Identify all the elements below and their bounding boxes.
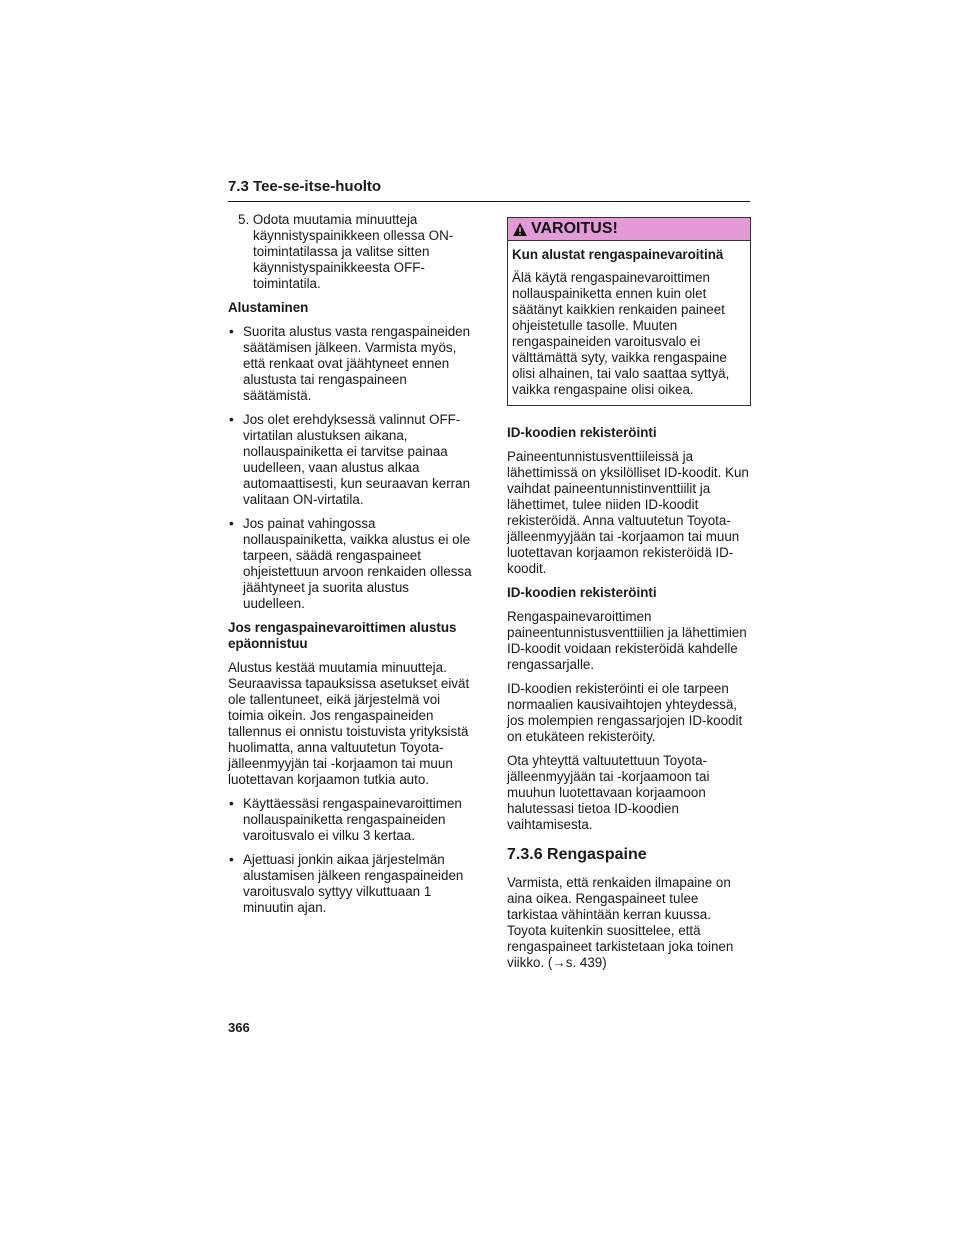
id-paragraph-4: Ota yhteyttä valtuutettuun Toyota-jälleenmyyjään tai -korjaamoon tai muuhun luotettavaan korjaamoon halutessasi tietoa ID-koodien vaihtamisesta. [507, 753, 710, 832]
warning-box [507, 217, 751, 406]
list-item: • Jos olet erehdyksessä valinnut OFF-virtatilan alustuksen aikana, nollauspainiketta ei tarvitse painaa uudelleen, vaan alustus alkaa automaattisesti, kun seuraavan kerran valitaan ON-virtatila. [228, 412, 472, 508]
warning-text: Älä käytä rengaspainevaroittimen nollauspainiketta ennen kuin olet säätänyt kaikkien renkaiden paineet ohjeistetulle tasolle. Muuten rengaspaineiden varoitusvalo ei välttämättä syty, vaikka rengaspaine olisi alhainen, tai valo saattaa syttyä, vaikka rengaspaine olisi oikea. [512, 270, 730, 397]
step-5: 5. Odota muutamia minuutteja käynnistyspainikkeen ollessa ON-toimintatilassa ja valitse sitten käynnistyspainikkeesta OFF-toimintatila. [238, 212, 454, 291]
page-number: 366 [228, 1020, 250, 1035]
initialization-list [228, 324, 472, 612]
warning-label: VAROITUS! [531, 220, 618, 237]
step-list [228, 212, 472, 292]
warning-title: Kun alustat rengaspainevaroitinä [512, 247, 724, 262]
pressure-paragraph: Varmista, että renkaiden ilmapaine on aina oikea. Rengaspaineet tulee tarkistaa vähintään kerran kuussa. Toyota kuitenkin suosittelee, että rengaspaineet tarkistetaan joka toinen viikko. (→s. 439) [507, 875, 734, 970]
left-column [228, 212, 472, 924]
id-paragraph-3: ID-koodien rekisteröinti ei ole tarpeen normaalien kausivaihtojen yhteydessä, jos molempien rengassarjojen ID-koodit on etukäteen rekisteröity. [507, 681, 743, 744]
id-paragraph-2: Rengaspainevaroittimen paineentunnistusventtiilien ja lähettimien ID-koodit voidaan rekisteröidä kahdelle rengassarjalle. [507, 609, 747, 672]
subsection-title: 7.3.6 Rengaspaine [507, 846, 647, 863]
list-item: • Suorita alustus vasta rengaspaineiden säätämisen jälkeen. Varmista myös, että renkaat ovat jäähtyneet ennen alustusta tai rengaspaineen säätämistä. [228, 324, 472, 404]
right-column [507, 212, 751, 979]
warning-header [508, 218, 750, 241]
id-heading-2: ID-koodien rekisteröinti [507, 585, 657, 600]
warning-triangle-icon [512, 222, 528, 237]
list-item: • Jos painat vahingossa nollauspainiketta, vaikka alustus ei ole tarpeen, säädä rengaspaineet ohjeistettuun arvoon renkaiden ollessa jäähtyneet ja suorita alustus uudelleen. [228, 516, 472, 612]
initialization-heading: Alustaminen [228, 300, 309, 315]
id-heading-1: ID-koodien rekisteröinti [507, 425, 657, 440]
warning-body [508, 241, 750, 405]
list-item: • Ajettuasi jonkin aikaa järjestelmän alustamisen jälkeen rengaspaineiden varoitusvalo syttyy vilkuttuaan 1 minuutin ajan. [228, 852, 472, 916]
failure-paragraph: Alustus kestää muutamia minuutteja. Seuraavissa tapauksissa asetukset eivät ole tallentuneet, eikä järjestelmä voi toimia oikein. Jos rengaspaineiden tallennus ei onnistu toistuvista yrityksistä huolimatta, anna valtuutetun Toyota-jälleenmyyjän tai -korjaamon tai muun luotettavan korjaamon tutkia auto. [228, 660, 470, 787]
list-item: • Käyttäessäsi rengaspainevaroittimen nollauspainiketta rengaspaineiden varoitusvalo ei vilku 3 kertaa. [228, 796, 472, 844]
section-header: 7.3 Tee-se-itse-huolto [228, 178, 750, 202]
failure-list [228, 796, 472, 916]
failure-heading: Jos rengaspainevaroittimen alustus epäonnistuu [228, 620, 457, 651]
id-paragraph-1: Paineentunnistusventtiileissä ja lähettimissä on yksilölliset ID-koodit. Kun vaihdat paineentunnistinventtiilit ja lähettimet, tulee niiden ID-koodit rekisteröidä. Anna valtuutetun Toyota-jälleenmyyjään tai -korjaamon tai muun luotettavan korjaamon rekisteröidä ID-koodit. [507, 449, 749, 576]
